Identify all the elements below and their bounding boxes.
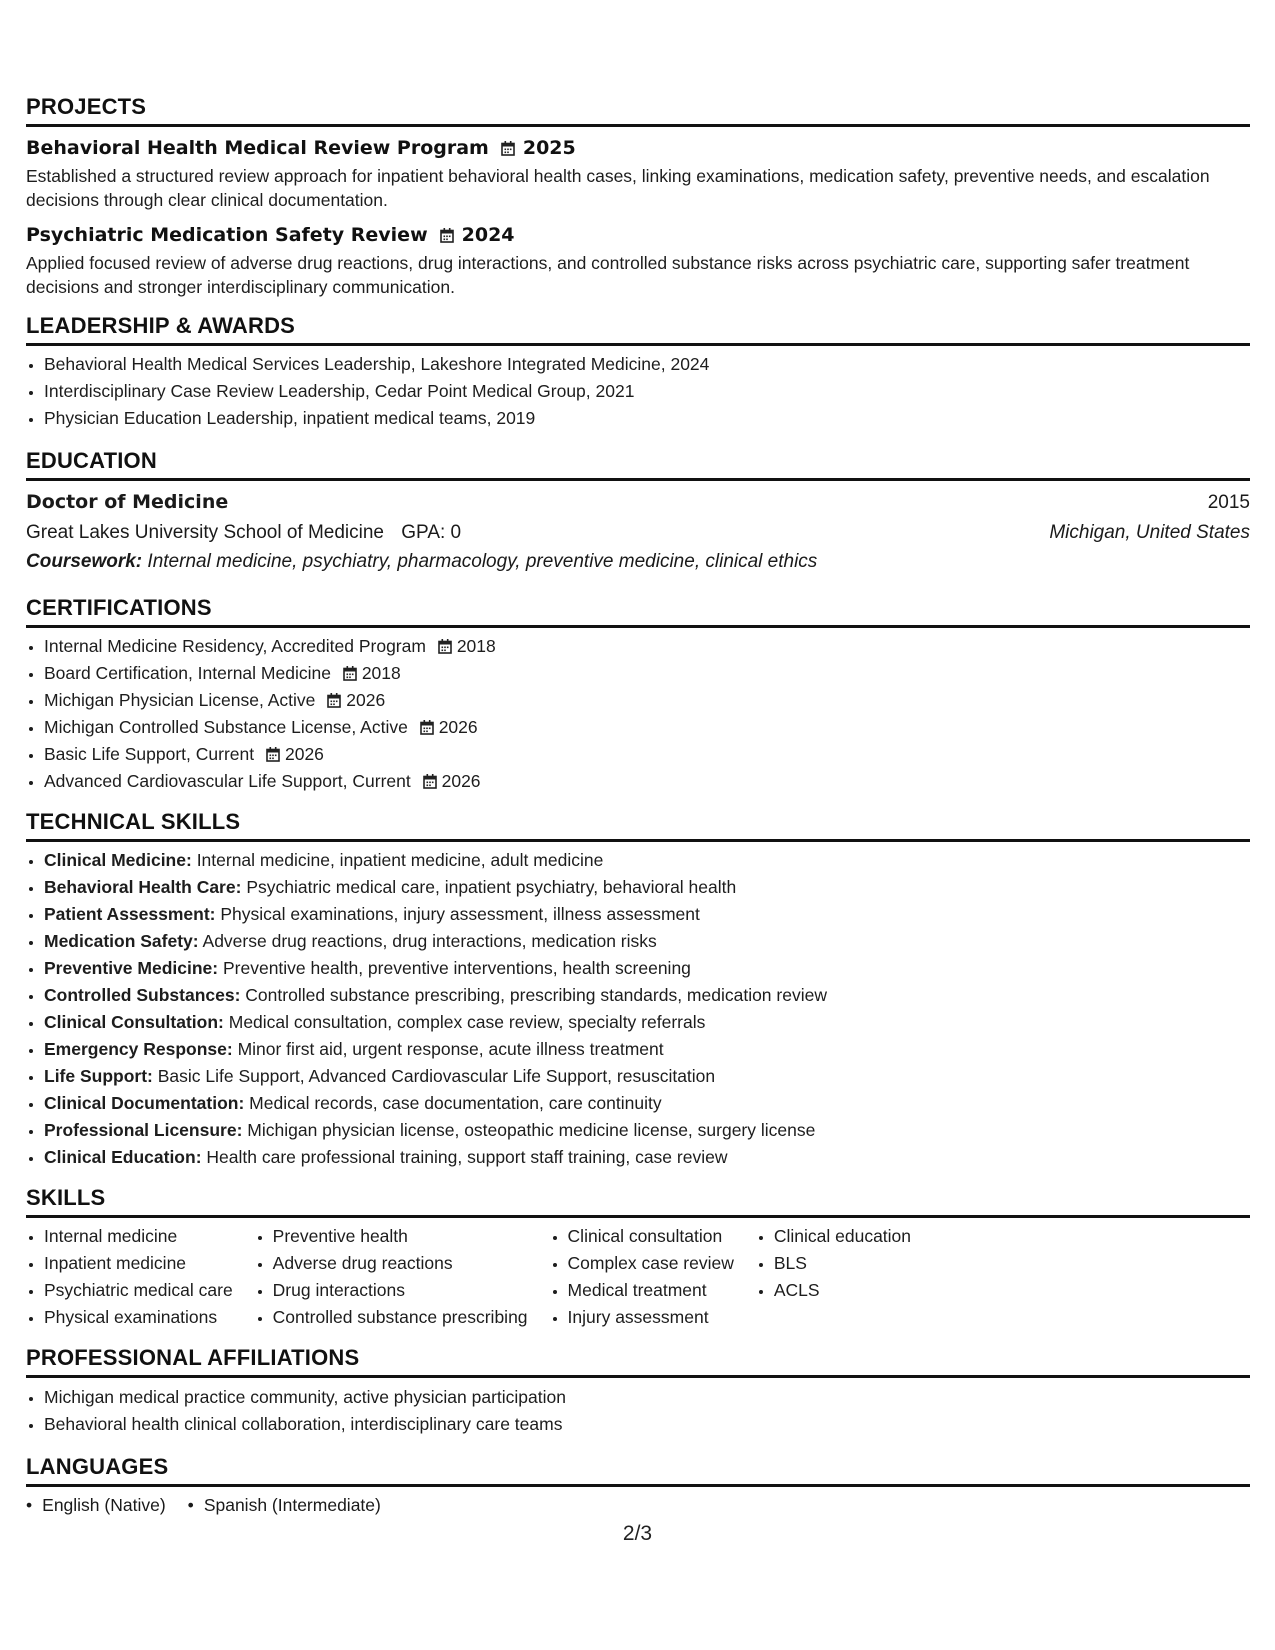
calendar-icon	[266, 747, 280, 762]
coursework: Internal medicine, psychiatry, pharmacology, preventive medicine, clinical ethics	[147, 551, 818, 572]
certification-item	[44, 633, 1250, 660]
resume-page	[26, 94, 1250, 1519]
certification-item	[44, 687, 1250, 714]
certification-year: 2026	[284, 744, 324, 764]
affiliations-section	[26, 1345, 1250, 1454]
skill-item: • Clinical consultation	[568, 1223, 734, 1250]
project-year: 2024	[461, 224, 515, 246]
technical-skill-item	[44, 1036, 1250, 1063]
language-item: • English (Native)	[26, 1492, 166, 1519]
certification-item	[44, 768, 1250, 795]
skill-category: Clinical Consultation:	[44, 1012, 224, 1032]
language-item: • Spanish (Intermediate)	[188, 1492, 381, 1519]
skills-column	[756, 1223, 911, 1331]
project-description: Applied focused review of adverse drug reactions, drug interactions, and controlled substance risks across psychiatric care, supporting safer treatment decisions and stronger interdisciplinary communication.	[26, 253, 1190, 297]
list-item: • Behavioral Health Medical Services Leadership, Lakeshore Integrated Medicine, 2024	[44, 351, 1250, 378]
skill-item: • Controlled substance prescribing	[273, 1304, 528, 1331]
certification-year: 2026	[438, 717, 478, 737]
technical-skill-item	[44, 1117, 1250, 1144]
skill-category: Preventive Medicine:	[44, 958, 219, 978]
technical-skills-section	[26, 809, 1250, 1185]
list-item: • Interdisciplinary Case Review Leadership, Cedar Point Medical Group, 2021	[44, 378, 1250, 405]
calendar-icon	[327, 693, 341, 708]
calendar-icon	[438, 639, 452, 654]
skill-detail: Health care professional training, support staff training, case review	[206, 1147, 728, 1167]
skill-category: Clinical Documentation:	[44, 1093, 245, 1113]
leadership-section	[26, 313, 1250, 448]
certification-name: Internal Medicine Residency, Accredited Program	[44, 636, 426, 656]
coursework-label: Coursework:	[26, 551, 143, 572]
technical-skill-item	[44, 928, 1250, 955]
project-item	[26, 222, 1250, 299]
skill-category: Behavioral Health Care:	[44, 877, 242, 897]
skill-item: • Complex case review	[568, 1250, 734, 1277]
calendar-icon	[440, 228, 454, 243]
skill-detail: Medical consultation, complex case review, specialty referrals	[228, 1012, 706, 1032]
certification-year: 2026	[441, 771, 481, 791]
skill-detail: Minor first aid, urgent response, acute illness treatment	[237, 1039, 664, 1059]
skill-item: • Inpatient medicine	[44, 1250, 233, 1277]
skill-item: • BLS	[774, 1250, 911, 1277]
calendar-icon	[501, 141, 515, 156]
skill-category: Clinical Education:	[44, 1147, 202, 1167]
certification-year: 2026	[346, 690, 386, 710]
skill-item: • ACLS	[774, 1277, 911, 1304]
skills-column	[550, 1223, 734, 1331]
skill-detail: Controlled substance prescribing, prescribing standards, medication review	[245, 985, 827, 1005]
skill-item: • Drug interactions	[273, 1277, 528, 1304]
skill-item: • Internal medicine	[44, 1223, 233, 1250]
certification-year: 2018	[361, 663, 401, 683]
calendar-icon	[420, 720, 434, 735]
certification-name: Michigan Physician License, Active	[44, 690, 316, 710]
section-title-languages: LANGUAGES	[26, 1454, 1250, 1487]
list-item: • Michigan medical practice community, active physician participation	[44, 1384, 1250, 1411]
skill-detail: Michigan physician license, osteopathic medicine license, surgery license	[247, 1120, 816, 1140]
skill-item: • Clinical education	[774, 1223, 911, 1250]
calendar-icon	[423, 774, 437, 789]
projects-section	[26, 94, 1250, 299]
project-item	[26, 135, 1250, 212]
section-title-certifications: CERTIFICATIONS	[26, 595, 1250, 628]
skill-item: • Injury assessment	[568, 1304, 734, 1331]
technical-skill-item	[44, 982, 1250, 1009]
skill-detail: Preventive health, preventive interventions, health screening	[222, 958, 691, 978]
list-item: • Physician Education Leadership, inpatient medical teams, 2019	[44, 405, 1250, 432]
calendar-icon	[343, 666, 357, 681]
skill-item: • Medical treatment	[568, 1277, 734, 1304]
school-name: Great Lakes University School of Medicine	[26, 522, 384, 543]
section-title-education: EDUCATION	[26, 448, 1250, 481]
list-item: • Behavioral health clinical collaboration, interdisciplinary care teams	[44, 1411, 1250, 1438]
gpa: GPA: 0	[401, 522, 462, 543]
certification-name: Michigan Controlled Substance License, Active	[44, 717, 408, 737]
technical-skill-item	[44, 955, 1250, 982]
education-location: Michigan, United States	[1049, 522, 1250, 543]
skill-item: • Adverse drug reactions	[273, 1250, 528, 1277]
skill-item: • Physical examinations	[44, 1304, 233, 1331]
page-number: 2/3	[622, 1522, 653, 1545]
certification-item	[44, 741, 1250, 768]
skills-column	[255, 1223, 528, 1331]
languages-section	[26, 1454, 1250, 1519]
certification-item	[44, 660, 1250, 687]
technical-skill-item	[44, 1090, 1250, 1117]
project-name: Behavioral Health Medical Review Program	[26, 137, 489, 159]
technical-skill-item	[44, 874, 1250, 901]
technical-skill-item	[44, 1009, 1250, 1036]
certifications-section	[26, 595, 1250, 809]
skill-category: Life Support:	[44, 1066, 153, 1086]
skill-category: Medication Safety:	[44, 931, 199, 951]
technical-skill-item	[44, 847, 1250, 874]
skill-detail: Medical records, case documentation, care continuity	[249, 1093, 662, 1113]
section-title-technical-skills: TECHNICAL SKILLS	[26, 809, 1250, 842]
skill-detail: Psychiatric medical care, inpatient psychiatry, behavioral health	[246, 877, 737, 897]
education-year: 2015	[1207, 492, 1250, 513]
technical-skill-item	[44, 1144, 1250, 1171]
section-title-projects: PROJECTS	[26, 94, 1250, 127]
skill-category: Controlled Substances:	[44, 985, 241, 1005]
skill-item: • Preventive health	[273, 1223, 528, 1250]
certification-year: 2018	[456, 636, 496, 656]
skill-category: Clinical Medicine:	[44, 850, 192, 870]
skill-category: Emergency Response:	[44, 1039, 233, 1059]
education-section	[26, 448, 1250, 595]
section-title-leadership: LEADERSHIP & AWARDS	[26, 313, 1250, 346]
degree: Doctor of Medicine	[26, 491, 229, 513]
certification-name: Advanced Cardiovascular Life Support, Current	[44, 771, 411, 791]
certification-name: Board Certification, Internal Medicine	[44, 663, 331, 683]
section-title-skills: SKILLS	[26, 1185, 1250, 1218]
project-year: 2025	[522, 137, 576, 159]
section-title-affiliations: PROFESSIONAL AFFILIATIONS	[26, 1345, 1250, 1378]
skills-section	[26, 1185, 1250, 1345]
technical-skill-item	[44, 901, 1250, 928]
skill-detail: Physical examinations, injury assessment, illness assessment	[220, 904, 700, 924]
skills-column	[26, 1223, 233, 1331]
certification-item	[44, 714, 1250, 741]
project-name: Psychiatric Medication Safety Review	[26, 224, 428, 246]
project-description: Established a structured review approach for inpatient behavioral health cases, linking examinations, medication safety, preventive needs, and escalation decisions through clear clinical documentation.	[26, 166, 1210, 210]
skill-detail: Adverse drug reactions, drug interactions, medication risks	[202, 931, 657, 951]
skill-category: Professional Licensure:	[44, 1120, 243, 1140]
skill-detail: Basic Life Support, Advanced Cardiovascular Life Support, resuscitation	[157, 1066, 716, 1086]
skill-category: Patient Assessment:	[44, 904, 216, 924]
certification-name: Basic Life Support, Current	[44, 744, 255, 764]
skill-item: • Psychiatric medical care	[44, 1277, 233, 1304]
skill-detail: Internal medicine, inpatient medicine, adult medicine	[196, 850, 604, 870]
technical-skill-item	[44, 1063, 1250, 1090]
